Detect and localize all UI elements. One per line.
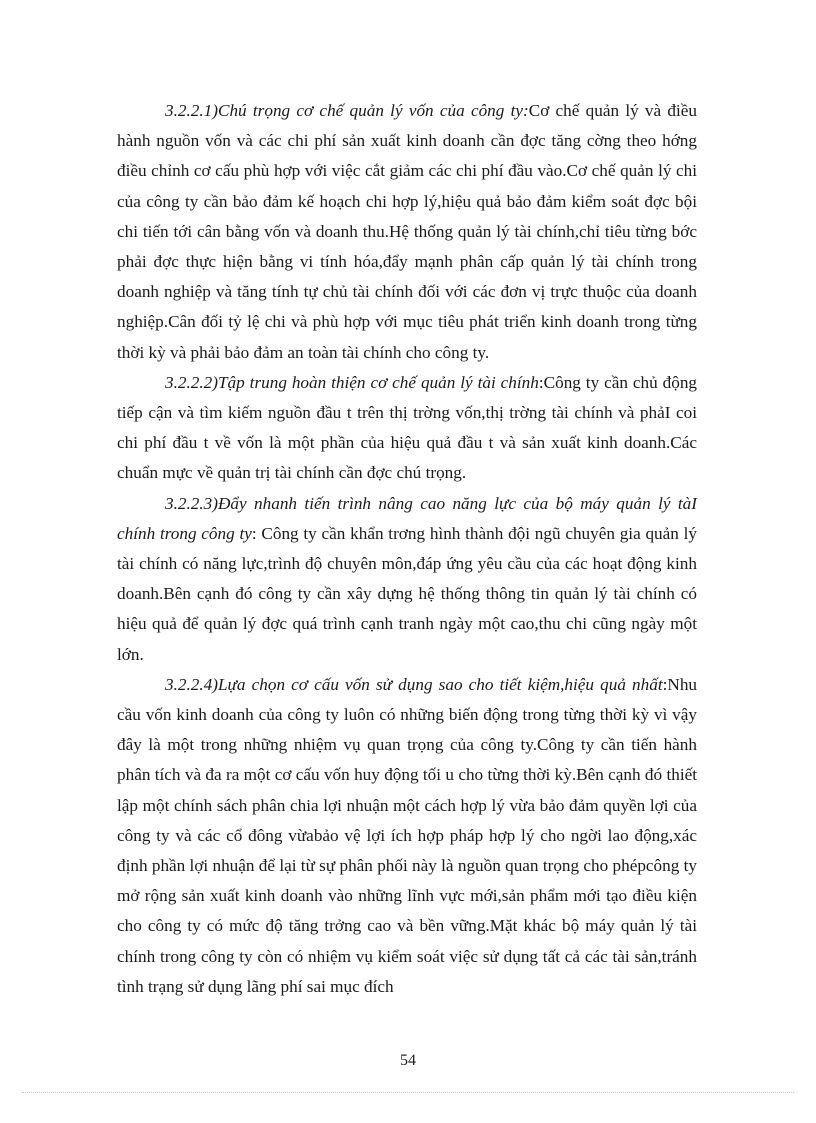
paragraph-3-2-2-3 (117, 489, 697, 670)
page-number: 54 (400, 1052, 416, 1069)
paragraph-body-3-2-2-4: :Nhu cầu vốn kinh doanh của công ty luôn có những biến động trong từng thời kỳ vì vậy đây là một trong những nhiệm vụ quan trọng của công ty.Công ty cần tiến hành phân tích và đa ra một cơ cấu vốn huy động tối u cho từng thời kỳ.Bên cạnh đó thiết lập một chính sách phân chia lợi nhuận một cách hợp lý vừa bảo đảm quyền lợi của công ty và các cổ đông vừabảo vệ lợi ích hợp pháp hợp lý cho ngời lao động,xác định phần lợi nhuận để lại từ sự phân phối này là nguồn quan trọng cho phépcông ty mở rộng sản xuất kinh doanh vào những lĩnh vực mới,sản phẩm mới tạo điều kiện cho công ty có mức độ tăng trởng cao và bền vững.Mặt khác bộ máy quản lý tài chính trong công ty còn có nhiệm vụ kiểm soát việc sử dụng tất cả các tài sản,tránh tình trạng sử dụng lãng phí sai mục đích (117, 674, 698, 996)
paragraph-body-3-2-2-1: Cơ chế quản lý và điều hành nguồn vốn và các chi phí sản xuất kinh doanh cần đợc tăng cờng theo hớng điều chỉnh cơ cấu phù hợp với việc cắt giảm các chi phí đầu vào.Cơ chế quản lý chi của công ty cần bảo đảm kế hoạch chi hợp lý,hiệu quả bảo đảm kiểm soát đợc bội chi tiến tới cân bằng vốn và doanh thu.Hệ thống quản lý tài chính,chỉ tiêu từng bớc phải đợc thực hiện bằng vi tính hóa,đẩy mạnh phân cấp quản lý tài chính trong doanh nghiệp và tăng tính tự chủ tài chính đối với các đơn vị trực thuộc của doanh nghiệp.Cân đối tỷ lệ chi và phù hợp với mục tiêu phát triển kinh doanh trong từng thời kỳ và phải bảo đảm an toàn tài chính cho công ty. (117, 101, 697, 362)
section-heading-3-2-2-2: 3.2.2.2)Tập trung hoàn thiện cơ chế quản lý tài chính (165, 372, 539, 392)
paragraph-3-2-2-4 (117, 670, 697, 1002)
section-heading-3-2-2-3: 3.2.2.3)Đẩy nhanh tiến trình nâng cao năng lực của bộ máy quản lý tàI chính trong công ty (117, 493, 697, 543)
paragraph-body-3-2-2-3: : Công ty cần khẩn trơng hình thành đội ngũ chuyên gia quản lý tài chính có năng lực,trình độ chuyên môn,đáp ứng yêu cầu của các hoạt động kinh doanh.Bên cạnh đó công ty cần xây dựng hệ thống thông tin quản lý tài chính có hiệu quả để quản lý đợc quá trình cạnh tranh ngày một cao,thu chi cũng ngày một lớn. (117, 523, 697, 664)
section-heading-3-2-2-1: 3.2.2.1)Chú trọng cơ chế quản lý vốn của công ty: (165, 101, 529, 120)
body-text (117, 96, 697, 1002)
paragraph-3-2-2-2 (117, 368, 697, 489)
paragraph-body-3-2-2-2: :Công ty cần chủ động tiếp cận và tìm kiếm nguồn đầu t trên thị trờng vốn,thị trờng tài chính và phảI coi chi phí đầu t về vốn là một phần của hiệu quả đầu t và sản xuất kinh doanh.Các chuẩn mực về quản trị tài chính cần đợc chú trọng. (117, 372, 698, 483)
section-heading-3-2-2-4: 3.2.2.4)Lựa chọn cơ cấu vốn sử dụng sao cho tiết kiệm,hiệu quả nhất (165, 674, 663, 694)
page-bottom-divider (22, 1092, 794, 1093)
paragraph-3-2-2-1 (117, 96, 697, 368)
